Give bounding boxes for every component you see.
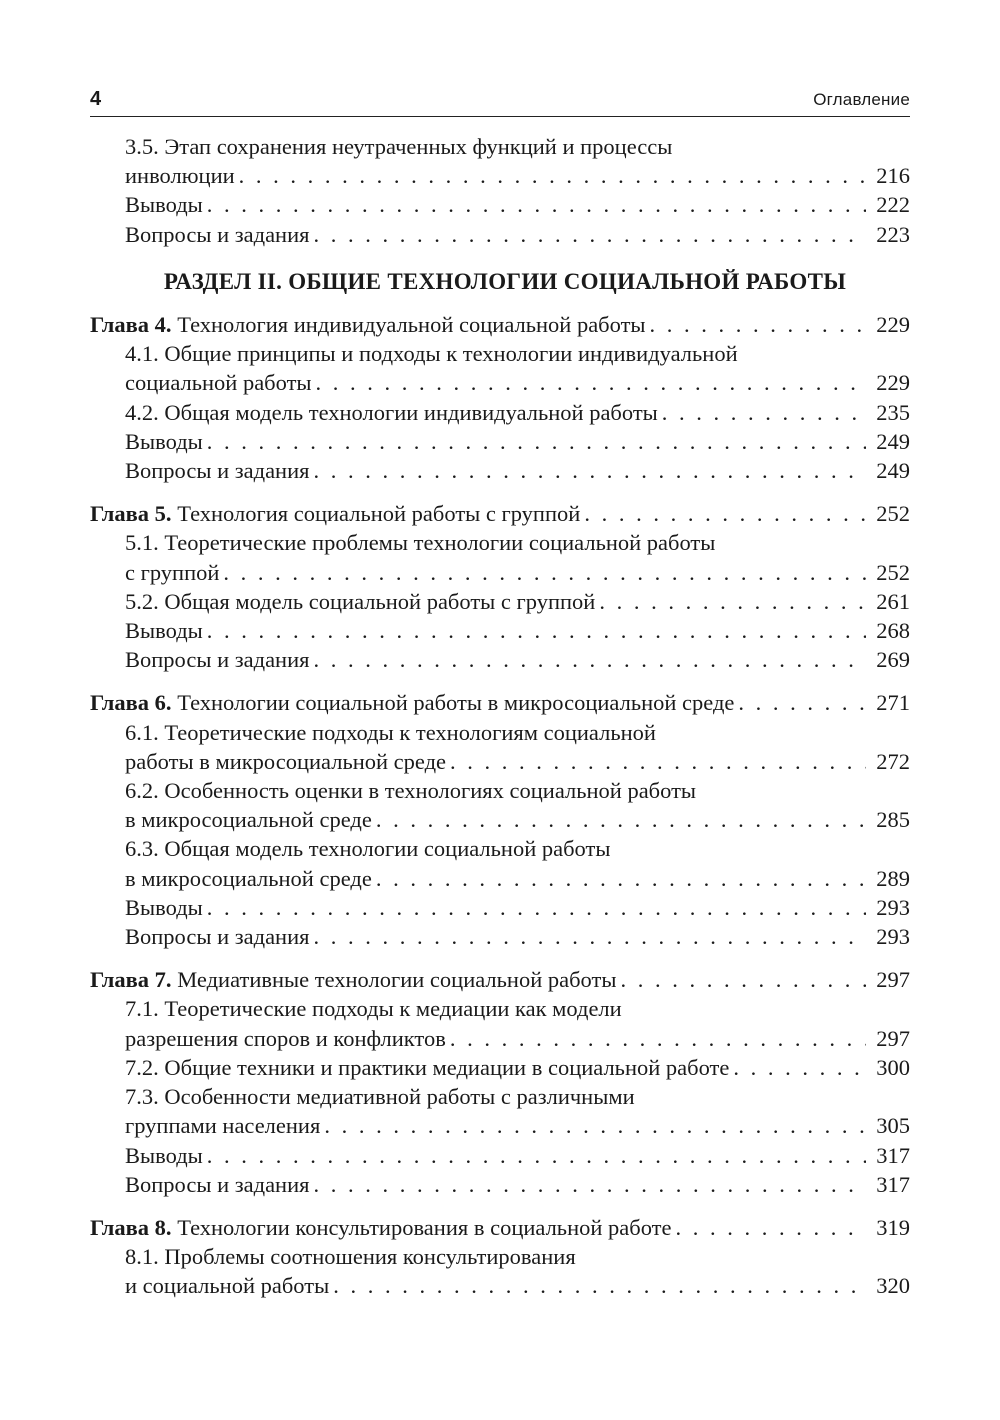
leader-dots: [314, 1170, 867, 1199]
toc-entry-line1: [90, 1242, 910, 1271]
toc-entry[interactable]: [90, 1024, 910, 1053]
toc-entry[interactable]: [90, 427, 910, 456]
toc-entry-title: Выводы: [125, 1142, 203, 1168]
toc-entry-title: инволюции: [125, 163, 235, 189]
chapter-entry[interactable]: [90, 310, 910, 339]
toc-entry-title-line1: 3.5. Этап сохранения неутраченных функций и процессы: [125, 134, 673, 159]
toc-page-number: 285: [876, 807, 910, 833]
toc-entry-title: группами населения: [125, 1113, 321, 1139]
toc-page-number: 297: [876, 1025, 910, 1051]
toc-entry-line1: [90, 339, 910, 368]
toc-page-number: 229: [876, 312, 910, 338]
toc-entry-title-line1: 7.3. Особенности медиативной работы с различными: [125, 1084, 635, 1110]
toc-page-number: 317: [876, 1171, 910, 1197]
leader-dots: [239, 161, 866, 190]
toc-entry-title: Выводы: [125, 618, 203, 644]
toc-entry-title: Выводы: [125, 428, 203, 454]
toc-page-number: 216: [876, 163, 910, 189]
toc-entry-title: 4.2. Общая модель технологии индивидуальной работы: [125, 399, 658, 425]
leader-dots: [207, 616, 866, 645]
toc-entry-title: Вопросы и задания: [125, 221, 310, 247]
toc-entry[interactable]: [90, 456, 910, 485]
toc-entry[interactable]: [90, 1111, 910, 1140]
toc-entry-title: разрешения споров и конфликтов: [125, 1025, 446, 1051]
toc-page-number: 249: [876, 428, 910, 454]
running-title: Оглавление: [813, 90, 910, 109]
toc-page-number: 300: [876, 1054, 910, 1080]
toc-entry-title-line1: 5.1. Теоретические проблемы технологии социальной работы: [125, 530, 716, 556]
toc-entry-line1: [90, 834, 910, 863]
toc-entry[interactable]: [90, 1170, 910, 1199]
toc-entry-line1: [90, 1082, 910, 1111]
leader-dots: [223, 558, 866, 587]
chapter-label: Глава 7.: [90, 967, 172, 993]
toc-entry[interactable]: [90, 558, 910, 587]
leader-dots: [314, 645, 867, 674]
toc-page-number: 261: [876, 588, 910, 614]
toc-page-number: 252: [876, 501, 910, 527]
toc-entry-title-line1: 6.3. Общая модель технологии социальной работы: [125, 836, 611, 862]
toc-entry-title: в микросоциальной среде: [125, 865, 372, 891]
toc-entry[interactable]: [90, 864, 910, 893]
toc-page-number: 252: [876, 559, 910, 585]
toc-page-number: 297: [876, 967, 910, 993]
leader-dots: [450, 747, 866, 776]
toc-page-number: 268: [876, 618, 910, 644]
leader-dots: [376, 864, 866, 893]
toc-page-number: 249: [876, 458, 910, 484]
toc-entry-line1: [90, 718, 910, 747]
toc-entry-title: социальной работы: [125, 370, 312, 396]
chapter-title: Технологии консультирования в социальной работе: [177, 1214, 672, 1240]
toc-entry[interactable]: [90, 1271, 910, 1300]
leader-dots: [207, 190, 866, 219]
chapter-entry[interactable]: [90, 499, 910, 528]
toc-page-number: 305: [876, 1113, 910, 1139]
toc-entry-line1: [90, 994, 910, 1023]
table-of-contents: [90, 132, 910, 1301]
toc-entry[interactable]: [90, 220, 910, 249]
toc-entry-title-line1: 4.1. Общие принципы и подходы к технологии индивидуальной: [125, 341, 738, 367]
toc-entry-line1: [90, 132, 910, 161]
chapter-entry[interactable]: [90, 1213, 910, 1242]
toc-page-number: 289: [876, 865, 910, 891]
toc-entry[interactable]: [90, 368, 910, 397]
toc-entry-title: работы в микросоциальной среде: [125, 748, 447, 774]
leader-dots: [207, 427, 866, 456]
leader-dots: [584, 499, 866, 528]
page-number: 4: [90, 88, 102, 110]
leader-dots: [620, 965, 866, 994]
toc-entry-title: 5.2. Общая модель социальной работы с группой: [125, 588, 596, 614]
toc-entry-title: Вопросы и задания: [125, 647, 310, 673]
toc-entry-line1: [90, 528, 910, 557]
toc-page-number: 229: [876, 370, 910, 396]
toc-entry-title: в микросоциальной среде: [125, 807, 372, 833]
toc-entry[interactable]: [90, 922, 910, 951]
leader-dots: [738, 688, 866, 717]
toc-page-number: 271: [876, 690, 910, 716]
toc-entry-title: Вопросы и задания: [125, 458, 310, 484]
toc-entry-title: Вопросы и задания: [125, 1171, 310, 1197]
section-title: РАЗДЕЛ II. ОБЩИЕ ТЕХНОЛОГИИ СОЦИАЛЬНОЙ РАБОТЫ: [163, 268, 847, 294]
chapter-title: Технологии социальной работы в микросоциальной среде: [177, 690, 735, 716]
toc-entry-title-line1: 6.2. Особенность оценки в технологиях социальной работы: [125, 778, 697, 804]
leader-dots: [314, 922, 867, 951]
toc-page-number: 223: [876, 221, 910, 247]
toc-page-number: 320: [876, 1273, 910, 1299]
toc-entry[interactable]: [90, 1141, 910, 1170]
leader-dots: [207, 893, 866, 922]
toc-entry-title: Выводы: [125, 894, 203, 920]
leader-dots: [314, 456, 867, 485]
leader-dots: [376, 805, 866, 834]
toc-entry[interactable]: [90, 161, 910, 190]
leader-dots: [675, 1213, 866, 1242]
toc-entry-title-line1: 7.1. Теоретические подходы к медиации как модели: [125, 996, 622, 1022]
leader-dots: [662, 398, 866, 427]
toc-page-number: 272: [876, 748, 910, 774]
toc-entry[interactable]: [90, 616, 910, 645]
leader-dots: [450, 1024, 866, 1053]
toc-entry[interactable]: [90, 398, 910, 427]
leader-dots: [324, 1111, 866, 1140]
leader-dots: [333, 1271, 866, 1300]
chapter-label: Глава 5.: [90, 501, 172, 527]
toc-entry[interactable]: [90, 893, 910, 922]
toc-page-number: 269: [876, 647, 910, 673]
chapter-entry[interactable]: [90, 688, 910, 717]
toc-entry-title: 7.2. Общие техники и практики медиации в социальной работе: [125, 1054, 730, 1080]
toc-entry-line1: [90, 776, 910, 805]
chapter-title: Медиативные технологии социальной работы: [177, 967, 617, 993]
toc-entry-title-line1: 8.1. Проблемы соотношения консультирования: [125, 1244, 576, 1270]
toc-entry[interactable]: [90, 805, 910, 834]
toc-entry[interactable]: [90, 587, 910, 616]
toc-entry[interactable]: [90, 190, 910, 219]
toc-entry[interactable]: [90, 1053, 910, 1082]
leader-dots: [316, 368, 866, 397]
toc-entry[interactable]: [90, 645, 910, 674]
toc-page-number: 222: [876, 192, 910, 218]
toc-page-number: 319: [876, 1214, 910, 1240]
toc-page-number: 293: [876, 924, 910, 950]
toc-entry-title: Вопросы и задания: [125, 924, 310, 950]
chapter-title: Технология индивидуальной социальной работы: [177, 312, 646, 338]
toc-page-number: 317: [876, 1142, 910, 1168]
leader-dots: [314, 220, 867, 249]
toc-entry-title: с группой: [125, 559, 220, 585]
chapter-label: Глава 6.: [90, 690, 172, 716]
toc-entry-title-line1: 6.1. Теоретические подходы к технологиям социальной: [125, 719, 656, 745]
toc-entry[interactable]: [90, 747, 910, 776]
toc-entry-title: Выводы: [125, 192, 203, 218]
toc-page-number: 293: [876, 894, 910, 920]
chapter-title: Технология социальной работы с группой: [177, 501, 581, 527]
chapter-entry[interactable]: [90, 965, 910, 994]
leader-dots: [733, 1053, 866, 1082]
chapter-label: Глава 8.: [90, 1214, 172, 1240]
chapter-label: Глава 4.: [90, 312, 172, 338]
leader-dots: [650, 310, 866, 339]
toc-entry-title: и социальной работы: [125, 1273, 330, 1299]
page-header: [90, 86, 910, 117]
leader-dots: [207, 1141, 866, 1170]
leader-dots: [599, 587, 866, 616]
toc-page-number: 235: [876, 399, 910, 425]
